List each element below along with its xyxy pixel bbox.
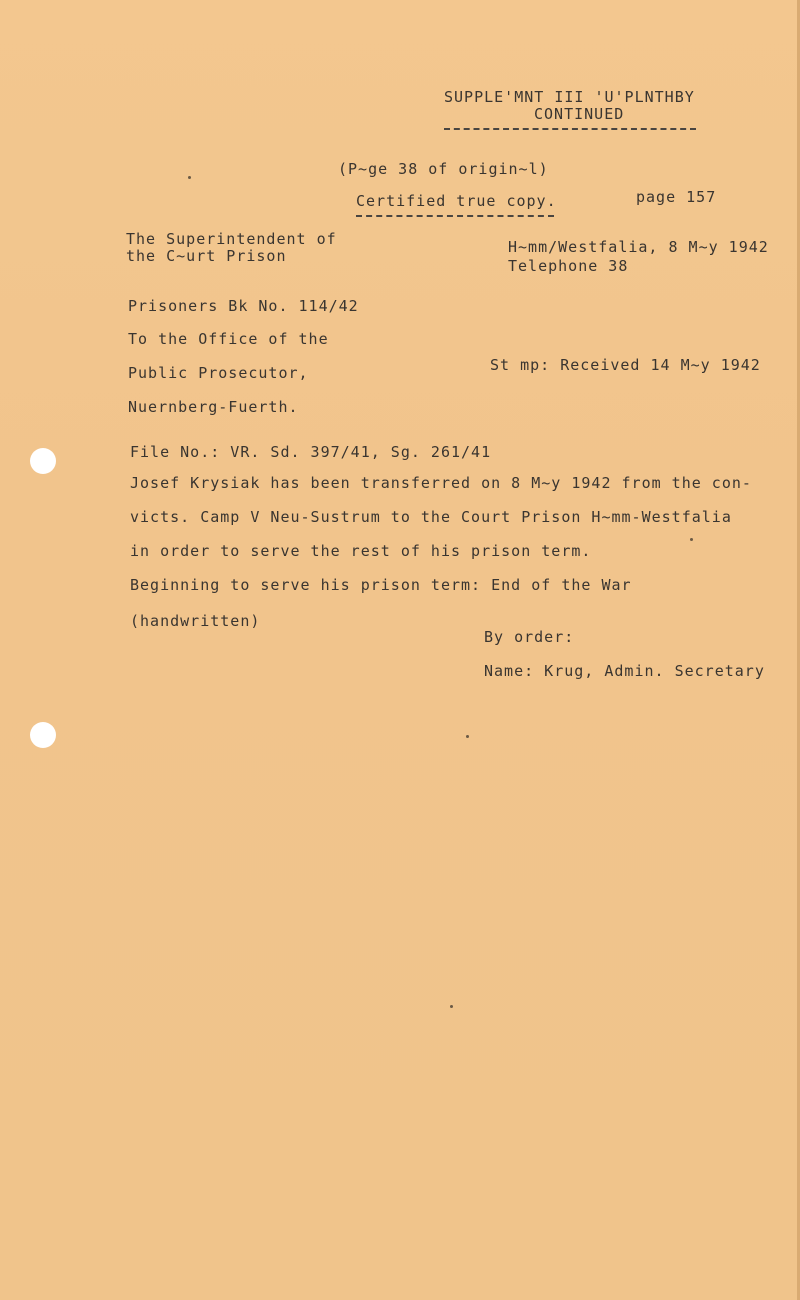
punch-hole-top — [30, 448, 56, 474]
paper-speck — [466, 735, 469, 738]
certified-rule — [356, 215, 554, 217]
header-supplement: SUPPLE'MNT III 'U'PLNTHBY — [444, 88, 695, 106]
body-line-4: Beginning to serve his prison term: End of the War — [130, 576, 632, 594]
recipient-line-2: Public Prosecutor, — [128, 364, 309, 382]
received-stamp: St mp: Received 14 M~y 1942 — [490, 356, 761, 374]
recipient-line-3: Nuernberg-Fuerth. — [128, 398, 299, 416]
recipient-line-1: To the Office of the — [128, 330, 329, 348]
punch-hole-bottom — [30, 722, 56, 748]
original-page-ref: (P~ge 38 of origin~l) — [338, 160, 549, 178]
body-line-2: victs. Camp V Neu-Sustrum to the Court Prison H~mm-Westfalia — [130, 508, 732, 526]
telephone: Telephone 38 — [508, 257, 629, 275]
prisoner-book-number: Prisoners Bk No. 114/42 — [128, 297, 359, 315]
paper-speck — [188, 176, 191, 179]
body-line-1: Josef Krysiak has been transferred on 8 M~y 1942 from the con- — [130, 474, 752, 492]
paper-speck — [450, 1005, 453, 1008]
sender-line-1: The Superintendent of — [126, 230, 337, 248]
file-number: File No.: VR. Sd. 397/41, Sg. 261/41 — [130, 443, 492, 461]
header-rule — [444, 128, 696, 130]
header-continued: CONTINUED — [534, 105, 625, 123]
sender-line-2: the C~urt Prison — [126, 247, 287, 265]
body-line-5-handwritten: (handwritten) — [130, 612, 261, 630]
signatory-name: Name: Krug, Admin. Secretary — [484, 662, 765, 680]
page-number: page 157 — [636, 188, 717, 206]
certified-true-copy: Certified true copy. — [356, 192, 557, 210]
body-line-3: in order to serve the rest of his prison term. — [130, 542, 592, 560]
by-order: By order: — [484, 628, 575, 646]
place-date: H~mm/Westfalia, 8 M~y 1942 — [508, 238, 769, 256]
paper-speck — [690, 538, 693, 541]
